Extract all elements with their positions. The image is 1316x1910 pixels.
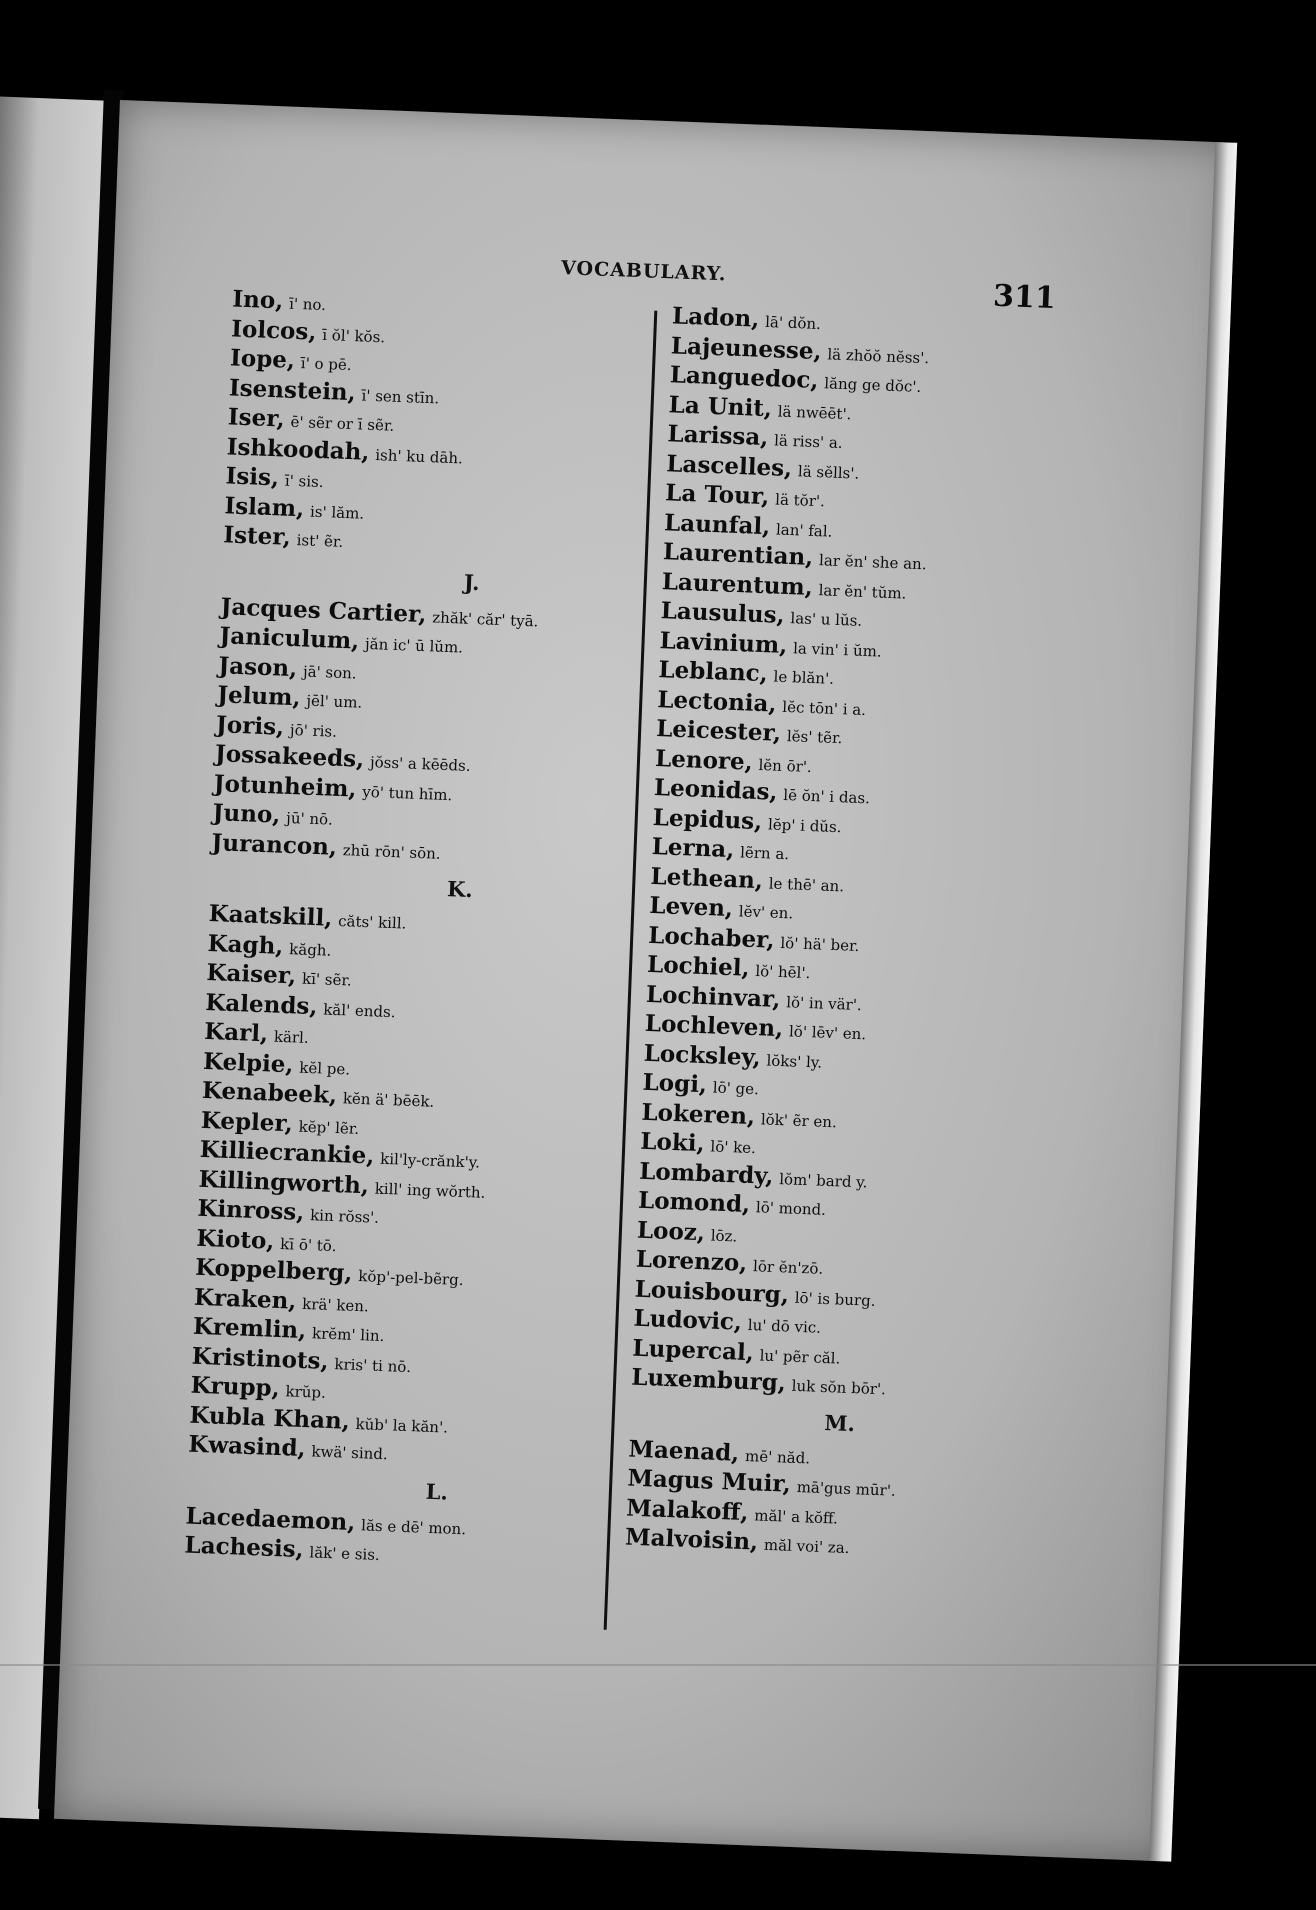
entry-pronunciation: ish' ku dāh.	[374, 445, 464, 467]
entry-pronunciation: kĕn ä' bēēk.	[342, 1089, 435, 1111]
entry-headword: Lascelles,	[665, 449, 793, 482]
entry-pronunciation: jŏss' a kēēds.	[369, 753, 471, 775]
entry-pronunciation: lōz.	[710, 1226, 738, 1246]
entry-pronunciation: las' u lŭs.	[790, 609, 863, 630]
entry-pronunciation: jēl' um.	[306, 691, 363, 712]
page-edge	[1149, 142, 1237, 1862]
entry-pronunciation: lĕc tōn' i a.	[782, 697, 867, 719]
entry-headword: Kristinots,	[191, 1342, 330, 1375]
column-right	[625, 301, 1093, 1568]
entry-headword: Jacques Cartier,	[220, 592, 427, 628]
entry-pronunciation: lŏks' ly.	[766, 1051, 823, 1072]
entry-headword: Magus Muir,	[626, 1464, 792, 1498]
entry-headword: Malvoisin,	[624, 1523, 759, 1556]
entry-pronunciation: lĕs' tẽr.	[786, 727, 843, 748]
entry-headword: Joris,	[215, 710, 285, 741]
entry-headword: Jelum,	[216, 681, 302, 712]
entry-pronunciation: lŏ' hēl'.	[755, 962, 811, 983]
entry-pronunciation: krä' ken.	[301, 1294, 370, 1315]
entry-pronunciation: kŏp'-pel-bẽrg.	[357, 1267, 464, 1290]
entry-pronunciation: lŏk' ẽr en.	[760, 1109, 838, 1131]
entry-pronunciation: kil'ly-crănk'y.	[379, 1149, 481, 1172]
entry-pronunciation: lō' mond.	[755, 1198, 827, 1219]
entry-pronunciation: kwä' sind.	[311, 1442, 389, 1464]
entry-pronunciation: lō' ke.	[710, 1137, 757, 1158]
entry-pronunciation: zhăk' căr' tyā.	[432, 607, 539, 630]
entry-headword: Lomond,	[637, 1186, 751, 1218]
entry-headword: Lochiel,	[646, 950, 751, 982]
book-page	[54, 100, 1237, 1862]
entry-headword: Kubla Khan,	[189, 1401, 351, 1435]
entry-headword: Lepidus,	[652, 803, 763, 835]
entry-pronunciation: ī' sis.	[284, 471, 324, 492]
entry-headword: Kagh,	[207, 929, 284, 960]
entry-headword: Killiecrankie,	[199, 1135, 375, 1170]
entry-headword: La Unit,	[668, 390, 773, 422]
entry-headword: Lombardy,	[638, 1157, 774, 1190]
entry-headword: Languedoc,	[669, 361, 819, 395]
entry-pronunciation: lä tŏr'.	[774, 490, 826, 511]
entry-pronunciation: lä nwēēt'.	[777, 401, 852, 423]
entry-headword: Lausulus,	[660, 597, 786, 629]
entry-pronunciation: lar ĕn' she an.	[818, 551, 927, 574]
entry-headword: Leonidas,	[653, 774, 778, 806]
entry-pronunciation: kăl' ends.	[322, 999, 396, 1021]
entry-headword: Kioto,	[195, 1224, 275, 1255]
scan-artifact-line	[0, 1664, 1316, 1666]
entry-pronunciation: jăn ic' ū lŭm.	[364, 634, 464, 657]
entry-headword: Kaatskill,	[208, 900, 333, 932]
entry-headword: Ishkoodah,	[226, 432, 370, 466]
entry-pronunciation: luk sŏn bōr'.	[791, 1376, 887, 1399]
entry-pronunciation: kī' sẽr.	[301, 969, 353, 990]
entry-headword: Kinross,	[196, 1194, 305, 1226]
entry-headword: Maenad,	[628, 1435, 740, 1467]
entry-headword: Lochinvar,	[645, 980, 781, 1013]
entry-pronunciation: lĕv' en.	[738, 902, 794, 923]
entry-headword: Lochaber,	[647, 921, 776, 954]
entry-pronunciation: ī' no.	[288, 294, 327, 315]
entry-headword: Kraken,	[193, 1283, 297, 1315]
entry-pronunciation: ī' sen stīn.	[361, 385, 440, 407]
entry-headword: Lacedaemon,	[185, 1502, 356, 1536]
entry-headword: Ladon,	[671, 302, 760, 333]
entry-pronunciation: kī ō' tō.	[279, 1234, 337, 1255]
entry-pronunciation: ī ŏl' kŏs.	[321, 325, 386, 346]
section-letter: L.	[425, 1478, 449, 1505]
entry-headword: Locksley,	[643, 1039, 762, 1071]
entry-pronunciation: lōr ĕn'zō.	[752, 1257, 824, 1278]
entry-pronunciation: ē' sẽr or ī sẽr.	[290, 412, 395, 435]
entry-headword: Isis,	[225, 462, 280, 492]
entry-pronunciation: le blăn'.	[773, 667, 835, 688]
entry-pronunciation: mā'gus mūr'.	[796, 1478, 896, 1500]
entry-headword: Lorenzo,	[635, 1245, 748, 1277]
entry-headword: La Tour,	[664, 479, 770, 511]
entry-pronunciation: lŏ' hä' ber.	[780, 933, 860, 955]
section-letter: J.	[463, 569, 481, 595]
entry-pronunciation: kĕp' lẽr.	[298, 1117, 360, 1138]
entry-headword: Iolcos,	[230, 314, 317, 346]
entry-pronunciation: lä riss' a.	[773, 431, 843, 452]
entry-pronunciation: jā' son.	[302, 661, 357, 683]
entry-pronunciation: lăk' e sis.	[309, 1543, 381, 1565]
entry-pronunciation: jū' nō.	[285, 808, 334, 829]
entry-pronunciation: lẽrn a.	[739, 843, 790, 864]
entry-headword: Isenstein,	[228, 373, 357, 406]
entry-headword: Laurentian,	[662, 538, 814, 571]
entry-headword: Islam,	[223, 491, 305, 522]
entry-headword: Leicester,	[655, 715, 782, 747]
entry-headword: Louisbourg,	[634, 1275, 790, 1309]
entry-pronunciation: kris' ti nō.	[334, 1354, 412, 1376]
entry-headword: Lavinium,	[659, 626, 788, 659]
entry-pronunciation: lā' dŏn.	[764, 312, 822, 334]
entry-pronunciation: lu' pẽr căl.	[759, 1345, 841, 1368]
entry-pronunciation: lō' is burg.	[794, 1288, 876, 1310]
section-letter: K.	[446, 876, 474, 903]
entry-pronunciation: krŭp.	[285, 1382, 327, 1402]
entry-headword: Ino,	[231, 285, 284, 315]
column-left	[184, 284, 653, 1576]
section-letter: M.	[824, 1409, 856, 1436]
entry-pronunciation: kill' ing wŏrth.	[374, 1179, 486, 1202]
entry-headword: Laurentum,	[661, 567, 814, 601]
entry-headword: Lenore,	[654, 744, 754, 776]
entry-headword: Ludovic,	[633, 1304, 743, 1336]
entry-pronunciation: lō' ge.	[712, 1078, 760, 1099]
entry-pronunciation: kŭb' la kăn'.	[355, 1414, 449, 1437]
entry-pronunciation: lar ĕn' tŭm.	[818, 580, 907, 603]
entry-pronunciation: jō' ris.	[289, 720, 338, 741]
running-header: VOCABULARY.	[560, 257, 727, 286]
entry-headword: Logi,	[642, 1068, 708, 1099]
entry-headword: Kaiser,	[206, 958, 297, 990]
entry-headword: Launfal,	[663, 508, 771, 540]
entry-pronunciation: lĕn ōr'.	[758, 755, 813, 776]
entry-pronunciation: măl voi' za.	[763, 1535, 850, 1558]
entry-pronunciation: le thē' an.	[768, 873, 845, 895]
entry-pronunciation: lăs e dē' mon.	[360, 1515, 467, 1538]
entry-headword: Malakoff,	[625, 1493, 749, 1526]
entry-headword: Karl,	[203, 1017, 269, 1048]
entry-headword: Lerna,	[651, 832, 735, 864]
entry-pronunciation: ī' o pē.	[300, 354, 352, 375]
entry-headword: Kremlin,	[192, 1312, 307, 1345]
entry-pronunciation: kärl.	[273, 1027, 310, 1047]
entry-pronunciation: lä zhŏŏ nĕss'.	[827, 344, 930, 367]
entry-pronunciation: kăgh.	[288, 939, 332, 960]
entry-headword: Lajeunesse,	[670, 331, 823, 365]
entry-pronunciation: kin rŏss'.	[309, 1206, 380, 1227]
entry-headword: Jurancon,	[211, 828, 338, 861]
entry-headword: Lethean,	[650, 862, 764, 894]
page-number: 311	[992, 278, 1057, 317]
entry-pronunciation: yō' tun hīm.	[362, 782, 453, 804]
entry-headword: Lupercal,	[631, 1334, 755, 1366]
entry-pronunciation: lăng ge dŏc'.	[823, 374, 922, 396]
entry-headword: Larissa,	[667, 420, 769, 452]
entry-headword: Lokeren,	[641, 1098, 756, 1130]
entry-headword: Luxemburg,	[630, 1363, 787, 1397]
entry-headword: Jossakeeds,	[214, 740, 365, 773]
entry-headword: Leblanc,	[658, 656, 769, 688]
entry-headword: Loki,	[639, 1127, 706, 1158]
entry-pronunciation: lē ŏn' i das.	[783, 785, 871, 808]
entry-headword: Janiculum,	[218, 622, 360, 655]
entry-headword: Koppelberg,	[194, 1253, 353, 1287]
entry-headword: Jason,	[217, 651, 298, 682]
entry-pronunciation: lan' fal.	[775, 520, 833, 541]
entry-headword: Lochleven,	[644, 1009, 784, 1043]
entry-headword: Iser,	[227, 403, 286, 433]
entry-headword: Iope,	[229, 344, 296, 374]
entry-pronunciation: krĕm' lin.	[311, 1324, 385, 1346]
entry-pronunciation: zhū rōn' sōn.	[342, 840, 441, 863]
entry-pronunciation: căts' kill.	[337, 911, 407, 933]
entry-pronunciation: lä sĕlls'.	[797, 461, 860, 483]
entry-pronunciation: lŏm' bard y.	[778, 1169, 868, 1191]
entry-headword: Lectonia,	[656, 685, 777, 718]
entry-pronunciation: ist' ẽr.	[296, 531, 344, 551]
entry-headword: Kwasind,	[187, 1430, 307, 1463]
entry-pronunciation: lŏ' lēv' en.	[788, 1022, 867, 1044]
entry-pronunciation: is' lăm.	[309, 502, 365, 523]
entry-headword: Kalends,	[204, 988, 318, 1020]
entry-pronunciation: lu' dō vic.	[747, 1316, 822, 1337]
entry-headword: Ister,	[222, 521, 292, 551]
entry-headword: Looz,	[636, 1216, 706, 1246]
entry-pronunciation: kĕl pe.	[298, 1058, 351, 1079]
entry-pronunciation: lĕp' i dŭs.	[767, 814, 842, 836]
entry-headword: Krupp,	[190, 1371, 281, 1403]
entry-headword: Lachesis,	[184, 1531, 305, 1564]
entry-pronunciation: la vin' i ŭm.	[792, 638, 883, 661]
entry-pronunciation: mē' năd.	[744, 1446, 811, 1467]
entry-pronunciation: lŏ' in vär'.	[785, 992, 863, 1014]
entry-headword: Killingworth,	[198, 1165, 370, 1199]
entry-headword: Leven,	[648, 891, 734, 923]
entry-headword: Juno,	[212, 799, 281, 829]
entry-headword: Kenabeek,	[201, 1076, 338, 1110]
entry-headword: Kepler,	[200, 1106, 294, 1137]
entry-pronunciation: măl' a kŏff.	[753, 1505, 839, 1528]
entry-headword: Kelpie,	[202, 1047, 294, 1078]
entry-headword: Jotunheim,	[213, 769, 357, 803]
